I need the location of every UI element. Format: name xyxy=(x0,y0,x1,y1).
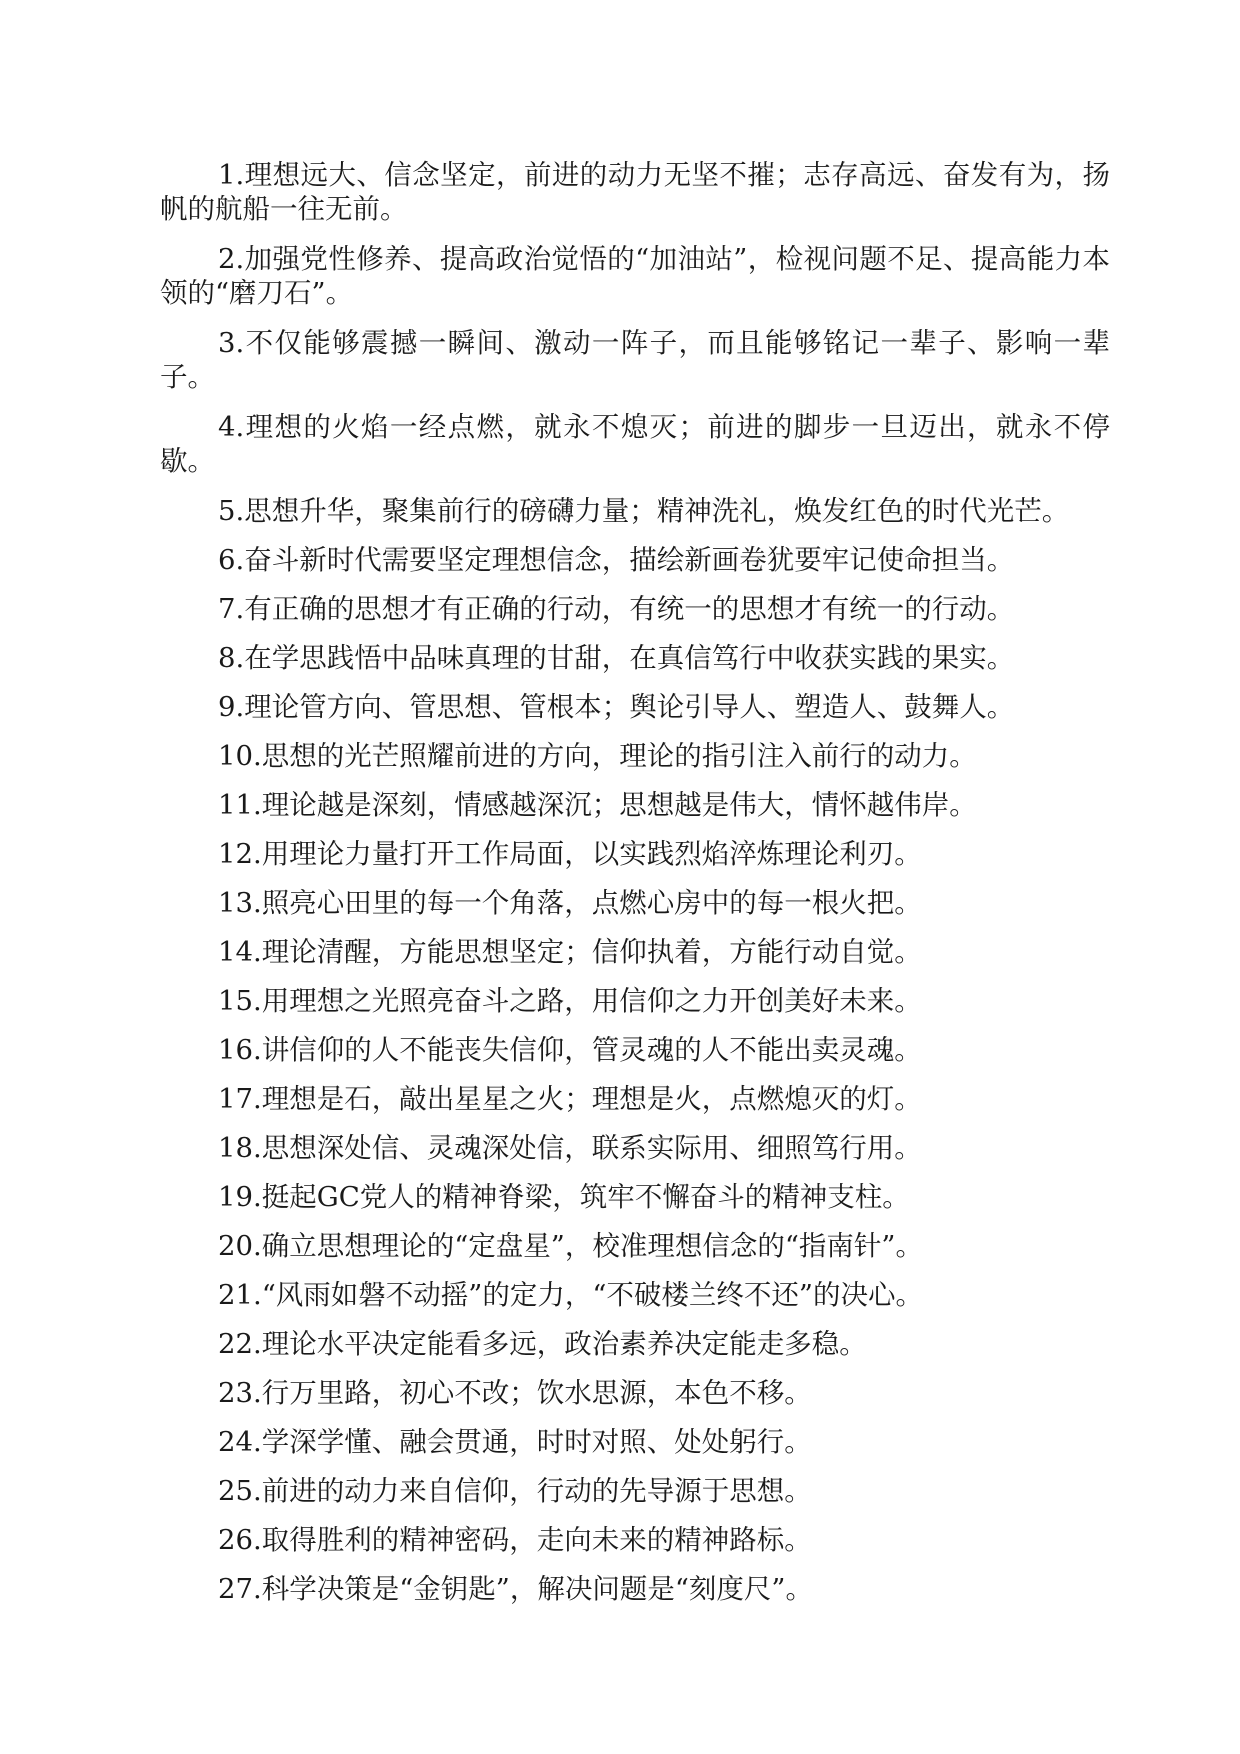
list-item: 24.学深学懂、融会贯通，时时对照、处处躬行。 xyxy=(218,1426,812,1458)
list-item: 13.照亮心田里的每一个角落，点燃心房中的每一根火把。 xyxy=(218,887,922,919)
list-item: 23.行万里路，初心不改；饮水思源，本色不移。 xyxy=(218,1377,812,1409)
list-item: 5.思想升华，聚集前行的磅礴力量；精神洗礼，焕发红色的时代光芒。 xyxy=(218,495,1070,527)
list-item: 4.理想的火焰一经点燃，就永不熄灭；前进的脚步一旦迈出，就永不停歇。 xyxy=(160,411,1110,477)
list-item: 17.理想是石，敲出星星之火；理想是火，点燃熄灭的灯。 xyxy=(218,1083,922,1115)
list-item: 3.不仅能够震撼一瞬间、激动一阵子，而且能够铭记一辈子、影响一辈子。 xyxy=(160,327,1110,393)
list-item: 11.理论越是深刻，情感越深沉；思想越是伟大，情怀越伟岸。 xyxy=(218,789,977,821)
list-item: 21.“风雨如磐不动摇”的定力，“不破楼兰终不还”的决心。 xyxy=(218,1279,923,1311)
list-item: 18.思想深处信、灵魂深处信，联系实际用、细照笃行用。 xyxy=(218,1132,922,1164)
list-item: 7.有正确的思想才有正确的行动，有统一的思想才有统一的行动。 xyxy=(218,593,1015,625)
list-item: 8.在学思践悟中品味真理的甘甜，在真信笃行中收获实践的果实。 xyxy=(218,642,1015,674)
list-item: 2.加强党性修养、提高政治觉悟的“加油站”，检视问题不足、提高能力本领的“磨刀石”。 xyxy=(160,243,1110,309)
list-item: 12.用理论力量打开工作局面，以实践烈焰淬炼理论利刃。 xyxy=(218,838,922,870)
list-item: 9.理论管方向、管思想、管根本；舆论引导人、塑造人、鼓舞人。 xyxy=(218,691,1015,723)
list-item: 19.挺起GC党人的精神脊梁，筑牢不懈奋斗的精神支柱。 xyxy=(218,1181,910,1213)
list-item: 1.理想远大、信念坚定，前进的动力无坚不摧；志存高远、奋发有为，扬帆的航船一往无前。 xyxy=(160,159,1110,225)
list-item: 6.奋斗新时代需要坚定理想信念，描绘新画卷犹要牢记使命担当。 xyxy=(218,544,1015,576)
list-item: 25.前进的动力来自信仰，行动的先导源于思想。 xyxy=(218,1475,812,1507)
list-item: 26.取得胜利的精神密码，走向未来的精神路标。 xyxy=(218,1524,812,1556)
document-body xyxy=(160,158,1110,1621)
list-item: 14.理论清醒，方能思想坚定；信仰执着，方能行动自觉。 xyxy=(218,936,922,968)
list-item: 27.科学决策是“金钥匙”，解决问题是“刻度尺”。 xyxy=(218,1573,813,1605)
list-item: 20.确立思想理论的“定盘星”，校准理想信念的“指南针”。 xyxy=(218,1230,923,1262)
list-item: 22.理论水平决定能看多远，政治素养决定能走多稳。 xyxy=(218,1328,867,1360)
list-item: 16.讲信仰的人不能丧失信仰，管灵魂的人不能出卖灵魂。 xyxy=(218,1034,922,1066)
list-item: 10.思想的光芒照耀前进的方向，理论的指引注入前行的动力。 xyxy=(218,740,977,772)
list-item: 15.用理想之光照亮奋斗之路，用信仰之力开创美好未来。 xyxy=(218,985,922,1017)
